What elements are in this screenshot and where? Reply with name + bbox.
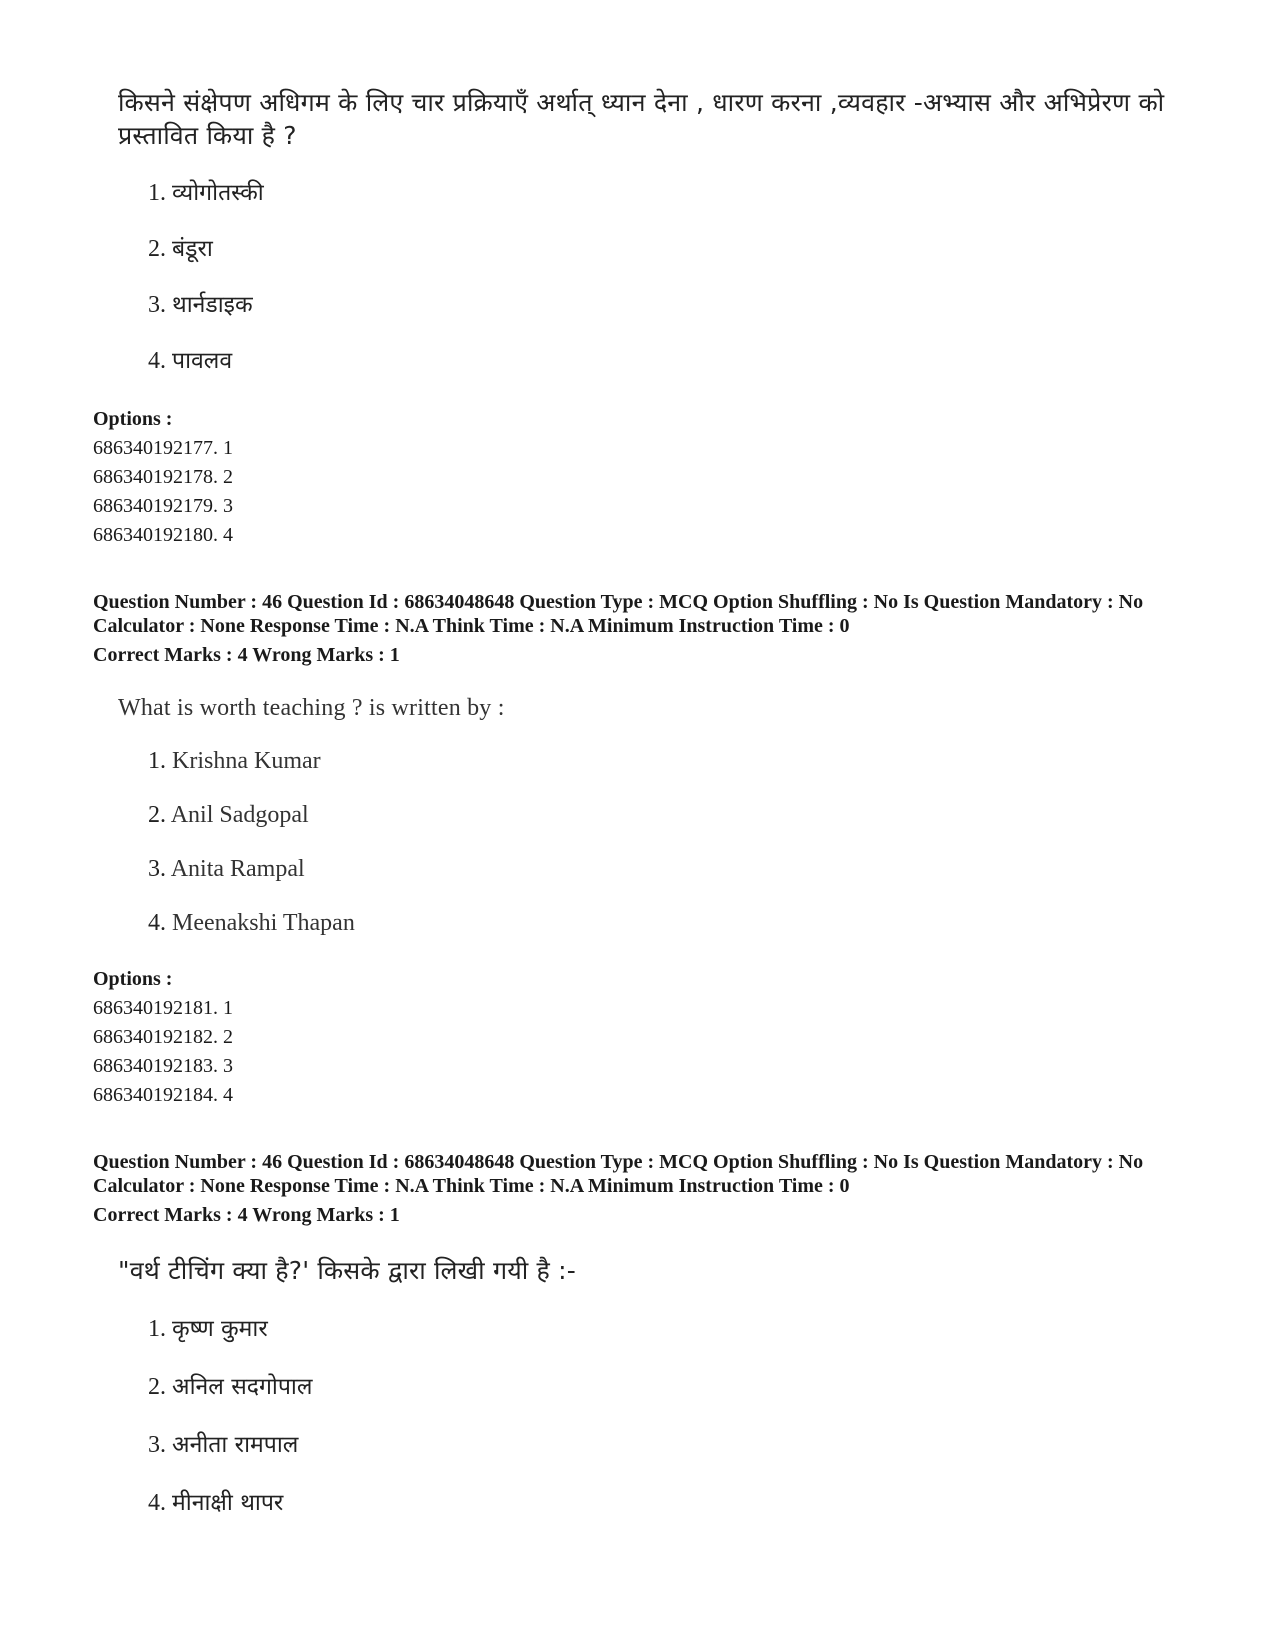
choice-number: 1. — [148, 1316, 166, 1342]
choice-text: अनिल सदगोपाल — [172, 1374, 313, 1400]
choice-text: थार्नडाइक — [172, 292, 253, 318]
choice-text: Meenakshi Thapan — [172, 910, 355, 936]
choice-item — [148, 290, 253, 320]
choice-item — [148, 1314, 268, 1344]
choice-item — [148, 800, 309, 830]
question-text: "वर्थ टीचिंग क्या है?' किसके द्वारा लिखी गयी है :- — [118, 1256, 577, 1285]
choice-text: Krishna Kumar — [172, 748, 321, 774]
option-id-line: 686340192177. 1 — [93, 437, 233, 459]
option-id-line: 686340192183. 3 — [93, 1055, 233, 1077]
question-meta: Question Number : 46 Question Id : 68634048648 Question Type : MCQ Option Shuffling : No Is Question Mandatory : No Calculator : None Response Time : N.A Think Time : N.A Minimum Instruction Time : 0 — [93, 1151, 1144, 1197]
choice-number: 1. — [148, 180, 166, 206]
option-id-line: 686340192178. 2 — [93, 466, 233, 488]
option-id-line: 686340192179. 3 — [93, 495, 233, 517]
choice-text: मीनाक्षी थापर — [172, 1490, 284, 1516]
choice-text: पावलव — [172, 348, 233, 374]
option-id-line: 686340192180. 4 — [93, 524, 233, 546]
choice-number: 4. — [148, 348, 166, 374]
marks-line: Correct Marks : 4 Wrong Marks : 1 — [93, 1204, 400, 1226]
choice-item — [148, 908, 355, 938]
choice-number: 2. — [148, 1374, 166, 1400]
choice-text: व्योगोतस्की — [172, 180, 264, 206]
choice-text: Anil Sadgopal — [170, 802, 309, 828]
choice-item — [148, 1372, 312, 1402]
choice-item — [148, 346, 232, 376]
choice-number: 4. — [148, 1490, 166, 1516]
choice-item — [148, 178, 264, 208]
choice-item — [148, 234, 213, 264]
choice-text: कृष्ण कुमार — [172, 1316, 268, 1342]
question-meta: Question Number : 46 Question Id : 68634048648 Question Type : MCQ Option Shuffling : No Is Question Mandatory : No Calculator : None Response Time : N.A Think Time : N.A Minimum Instruction Time : 0 — [93, 591, 1144, 637]
choice-text: बंडूरा — [172, 236, 213, 262]
options-label: Options : — [93, 968, 173, 990]
choice-number: 2. — [148, 236, 166, 262]
option-id-line: 686340192182. 2 — [93, 1026, 233, 1048]
choice-number: 3. — [148, 292, 166, 318]
choice-item — [148, 1430, 298, 1460]
choice-number: 1. — [148, 748, 166, 774]
question-text: किसने संक्षेपण अधिगम के लिए चार प्रक्रियाएँ अर्थात् ध्यान देना , धारण करना ,व्यवहार -अभ्यास और अभिप्रेरण को प्रस्तावित किया है ? — [118, 88, 1165, 150]
options-label: Options : — [93, 408, 173, 430]
marks-line: Correct Marks : 4 Wrong Marks : 1 — [93, 644, 400, 666]
choice-item — [148, 746, 321, 776]
choice-number: 3. — [148, 856, 166, 882]
option-id-line: 686340192181. 1 — [93, 997, 233, 1019]
choice-item — [148, 854, 305, 884]
question-text: What is worth teaching ? is written by : — [118, 695, 505, 721]
choice-number: 3. — [148, 1432, 166, 1458]
choice-number: 4. — [148, 910, 166, 936]
choice-item — [148, 1488, 283, 1518]
choice-text: अनीता रामपाल — [172, 1432, 299, 1458]
choice-text: Anita Rampal — [170, 856, 305, 882]
choice-number: 2. — [148, 802, 166, 828]
option-id-line: 686340192184. 4 — [93, 1084, 233, 1106]
